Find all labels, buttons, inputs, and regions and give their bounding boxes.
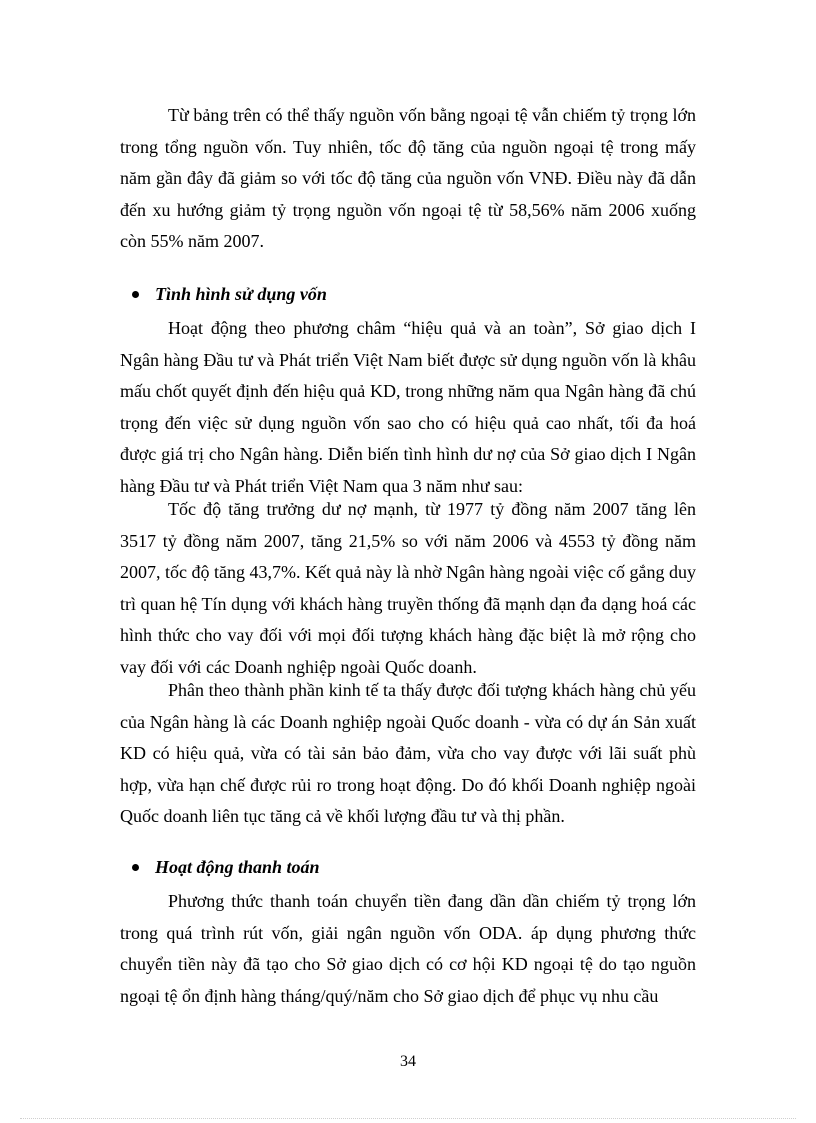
- page-bottom-divider: [20, 1118, 796, 1119]
- section-heading-payment-activities: [132, 855, 320, 879]
- paragraph-loan-growth: Tốc độ tăng trưởng dư nợ mạnh, từ 1977 tỷ đồng năm 2007 tăng lên 3517 tỷ đồng năm 2007, tăng 21,5% so với năm 2006 và 4553 tỷ đồng năm 2007, tốc độ tăng 43,7%. Kết quả này là nhờ Ngân hàng ngoài việc cố gắng duy trì quan hệ Tín dụng với khách hàng truyền thống đã mạnh dạn đa dạng hoá các hình thức cho vay đối với mọi đối tượng khách hàng đặc biệt là mở rộng cho vay đối với các Doanh nghiệp ngoài Quốc doanh.: [120, 499, 696, 677]
- section-heading-text: Tình hình sử dụng vốn: [155, 284, 327, 304]
- section-heading-text: Hoạt động thanh toán: [155, 857, 320, 877]
- paragraph-capital-usage: Hoạt động theo phương châm “hiệu quả và an toàn”, Sở giao dịch I Ngân hàng Đầu tư và Phát triển Việt Nam biết được sử dụng nguồn vốn là khâu mấu chốt quyết định đến hiệu quả KD, trong những năm qua Ngân hàng đã chú trọng đến việc sử dụng nguồn vốn sao cho có hiệu quả cao nhất, tối đa hoá được giá trị cho Ngân hàng. Diễn biến tình hình dư nợ của Sở giao dịch I Ngân hàng Đầu tư và Phát triển Việt Nam qua 3 năm như sau:: [120, 318, 696, 496]
- paragraph-foreign-currency-share: Từ bảng trên có thể thấy nguồn vốn bằng ngoại tệ vẫn chiếm tỷ trọng lớn trong tổng nguồn vốn. Tuy nhiên, tốc độ tăng của nguồn ngoại tệ trong mấy năm gần đây đã giảm so với tốc độ tăng của nguồn vốn VNĐ. Điều này đã dẫn đến xu hướng giảm tỷ trọng nguồn vốn ngoại tệ từ 58,56% năm 2006 xuống còn 55% năm 2007.: [120, 105, 696, 252]
- bullet-icon: [132, 864, 139, 871]
- section-heading-capital-usage: [132, 282, 327, 306]
- paragraph-payment-methods: Phương thức thanh toán chuyển tiền đang dần dần chiếm tỷ trọng lớn trong quá trình rút vốn, giải ngân nguồn vốn ODA. áp dụng phương thức chuyển tiền này đã tạo cho Sở giao dịch có cơ hội KD ngoại tệ do tạo nguồn ngoại tệ ổn định hàng tháng/quý/năm cho Sở giao dịch để phục vụ nhu cầu: [120, 891, 696, 1006]
- paragraph-economic-sector: Phân theo thành phần kinh tế ta thấy được đối tượng khách hàng chủ yếu của Ngân hàng là các Doanh nghiệp ngoài Quốc doanh - vừa có dự án Sản xuất KD có hiệu quả, vừa có tài sản bảo đảm, vừa cho vay được với lãi suất phù hợp, vừa hạn chế được rủi ro trong hoạt động. Do đó khối Doanh nghiệp ngoài Quốc doanh liên tục tăng cả về khối lượng đầu tư và thị phần.: [120, 680, 696, 827]
- page-number: 34: [400, 1053, 416, 1070]
- bullet-icon: [132, 291, 139, 298]
